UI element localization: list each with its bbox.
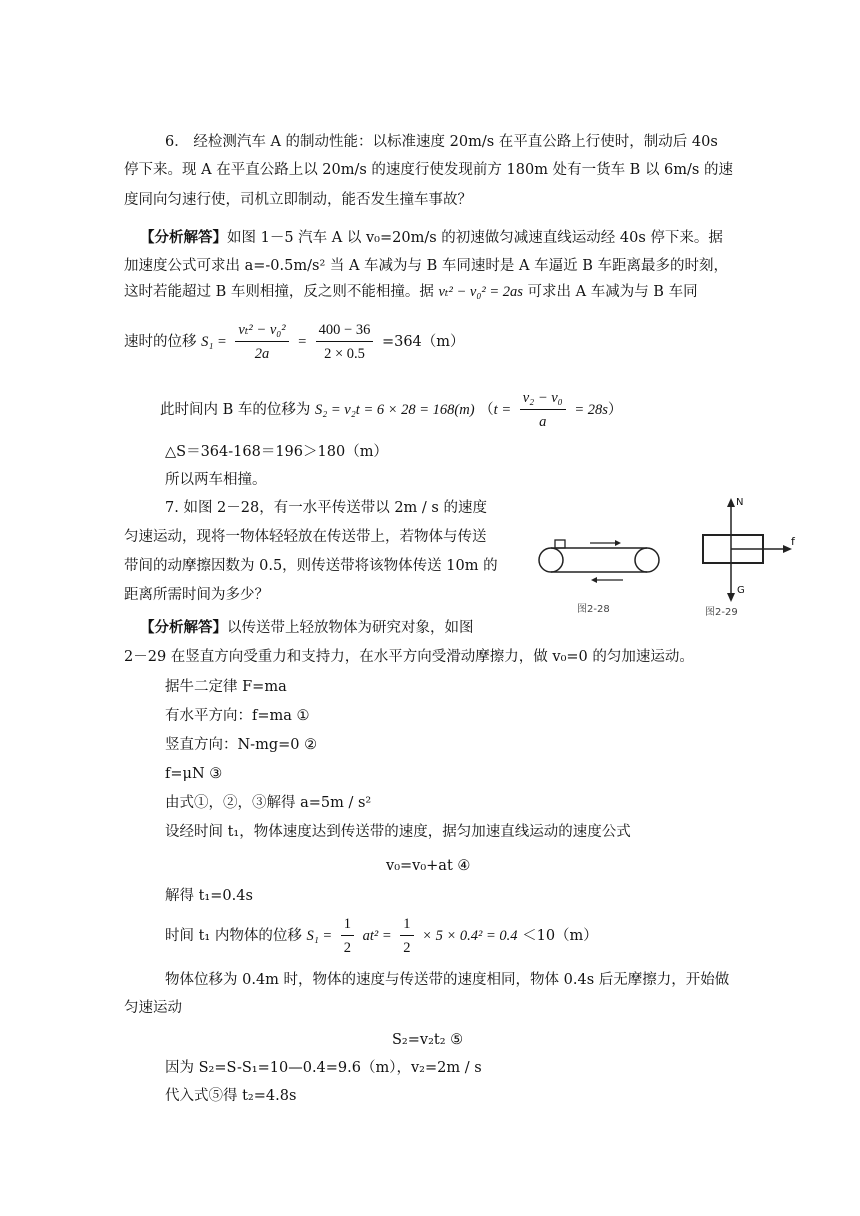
fraction-time — [520, 387, 566, 434]
figure-2-29 — [695, 495, 810, 620]
fraction-half-2 — [400, 913, 413, 960]
a7-line-16: 代入式⑤得 t₂=4.8s — [165, 1088, 297, 1104]
normal-force-label: N — [736, 497, 744, 508]
a7-line-3: 据牛二定律 F=ma — [165, 679, 287, 695]
a6-line-5-pre: 此时间内 B 车的位移为 — [160, 402, 311, 418]
at-squared: at² = — [362, 928, 392, 944]
a6-line-5 — [160, 384, 622, 436]
s1-lhs: S₁ = — [201, 334, 227, 350]
fraction-displacement-values — [316, 319, 374, 366]
a7-line-11-post: ＜10（m） — [522, 928, 598, 944]
gravity-label: G — [737, 585, 745, 596]
a7-line-10: 解得 t₁=0.4s — [165, 888, 253, 904]
q7-line-2: 匀速运动，现将一物体轻轻放在传送带上，若物体与传送 — [124, 529, 487, 545]
a7-line-8: 设经时间 t₁，物体速度达到传送带的速度，据匀加速直线运动的速度公式 — [165, 824, 631, 840]
figure-2-29-caption: 图2-29 — [705, 607, 738, 618]
paren-close: ） — [607, 402, 623, 418]
q7-line-4: 距离所需时间为多少？ — [124, 587, 269, 603]
a6-line-4-pre: 速时的位移 — [124, 334, 197, 350]
a7-line-6: f=μN ③ — [165, 766, 223, 782]
a6-line-3-post: 可求出 A 车减为与 B 车同 — [527, 284, 698, 300]
q7-line-3: 带间的动摩擦因数为 0.5，则传送带将该物体传送 10m 的 — [124, 558, 498, 574]
q6-line-2: 停下来。现 A 在平直公路上以 20m/s 的速度行使发现前方 180m 处有一货车 B 以 6m/s 的速 — [124, 162, 733, 178]
a6-line-1 — [140, 228, 723, 248]
a7-line-1-text: 以传送带上轻放物体为研究对象，如图 — [227, 620, 474, 636]
a7-line-13: 匀速运动 — [124, 1000, 182, 1016]
fraction-denominator: 2 — [403, 939, 411, 956]
a6-line-3 — [124, 282, 698, 302]
a7-line-11-pre: 时间 t₁ 内物体的位移 — [165, 928, 302, 944]
a6-line-2: 加速度公式可求出 a=-0.5m/s² 当 A 车减为与 B 车同速时是 A 车逼近 B 车距离最多的时刻， — [124, 258, 728, 274]
a7-line-2: 2－29 在竖直方向受重力和支持力，在水平方向受滑动摩擦力，做 v₀=0 的匀加速运动。 — [124, 649, 694, 665]
q6-line-1: 6． 经检测汽车 A 的制动性能：以标准速度 20m/s 在平直公路上行使时，制动后 40s — [165, 134, 718, 150]
a6-line-7: 所以两车相撞。 — [165, 472, 267, 488]
a7-line-12: 物体位移为 0.4m 时，物体的速度与传送带的速度相同，物体 0.4s 后无摩擦力，开始做 — [165, 972, 730, 988]
analysis-label: 【分析解答】 — [140, 619, 227, 636]
fraction-numerator: vₜ² − v₀² — [235, 319, 288, 342]
fraction-displacement-formula — [235, 319, 288, 366]
fraction-numerator: 1 — [341, 913, 354, 936]
fraction-numerator: v₂ − v₀ — [520, 387, 566, 410]
t-rhs: = 28s — [574, 402, 608, 418]
a6-line-4-post: =364（m） — [381, 334, 465, 350]
a6-line-4: 速时的位移 S₁ = $\frac{\text{vₜ² − v₀²}}{2a}$ = $\frac{400 - 36}{2 \times 0.5}$ =364（m） — [124, 316, 465, 368]
t-lhs: t = — [493, 402, 512, 418]
paren-open: （ — [479, 402, 494, 418]
displacement-calc: × 5 × 0.4² = 0.4 — [422, 928, 518, 944]
a7-line-14: S₂=v₂t₂ ⑤ — [392, 1032, 464, 1048]
kinematic-formula: vₜ² − v₀² = 2as — [438, 284, 523, 300]
a6-line-1-text: 如图 1－5 汽车 A 以 v₀=20m/s 的初速做匀减速直线运动经 40s 停下来。据 — [227, 230, 723, 246]
q6-line-3: 度同向匀速行使，司机立即制动，能否发生撞车事故？ — [124, 192, 472, 208]
a7-line-11 — [165, 910, 598, 962]
fraction-denominator: 2 — [343, 939, 352, 956]
figure-2-28 — [535, 530, 665, 620]
a7-line-5: 竖直方向：N-mg=0 ② — [165, 737, 318, 753]
a7-line-1 — [140, 618, 474, 638]
figure-2-28-caption: 图2-28 — [577, 604, 610, 615]
fraction-denominator: 2 × 0.5 — [324, 345, 365, 362]
s2-formula: S₂ = v₂t = 6 × 28 = 168(m) — [314, 402, 475, 418]
a7-line-9: v₀=v₀+at ④ — [386, 858, 471, 874]
a6-line-6: △S＝364-168＝196＞180（m） — [165, 444, 388, 460]
s1-lhs: S₁ = — [306, 928, 333, 944]
fraction-half — [341, 913, 354, 960]
fraction-denominator: 2a — [254, 345, 270, 362]
a7-line-4: 有水平方向：f=ma ① — [165, 708, 310, 724]
fraction-numerator: 1 — [400, 913, 413, 936]
fraction-denominator: a — [539, 413, 547, 430]
analysis-label: 【分析解答】 — [140, 229, 227, 246]
a7-line-15: 因为 S₂=S-S₁=10—0.4=9.6（m），v₂=2m / s — [165, 1060, 482, 1076]
friction-label: f — [791, 535, 795, 548]
free-body-diagram — [695, 495, 810, 620]
fraction-numerator: 400 − 36 — [316, 319, 374, 342]
a7-line-7: 由式①，②，③解得 a=5m / s² — [165, 795, 372, 811]
q7-line-1: 7. 如图 2－28，有一水平传送带以 2m / s 的速度 — [165, 500, 487, 516]
a6-line-3-pre: 这时若能超过 B 车则相撞，反之则不能相撞。据 — [124, 284, 434, 300]
